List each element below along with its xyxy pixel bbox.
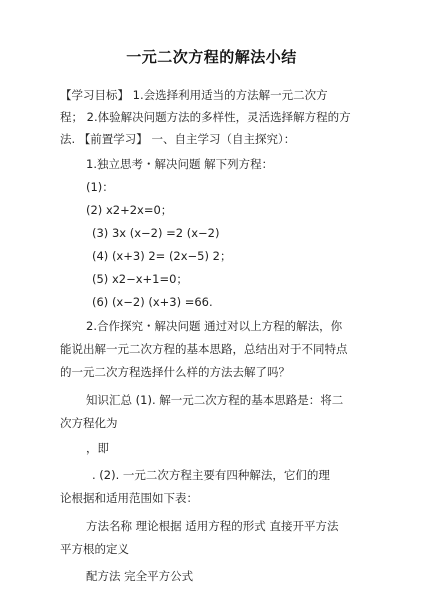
text-line: 能说出解一元二次方程的基本思路，总结出对于不同特点 [60,342,348,356]
text-line: 平方根的定义 [60,542,129,556]
page-title: 一元二次方程的解法小结 [126,48,297,66]
text-line: 程； 2.体验解决问题方法的多样性，灵活选择解方程的方 [60,110,351,124]
text-line: . (2). 一元二次方程主要有四种解法，它们的理 [92,468,330,482]
text-line-task-1: 1.独立思考・解决问题 解下列方程： [86,157,274,171]
equation-2: (2) x2+2x=0； [86,203,173,217]
equation-5: (5) x2−x+1=0； [92,272,188,286]
text-line-table-header: 方法名称 理论根据 适用方程的形式 直接开平方法 [86,519,339,533]
text-line: 的一元二次方程选择什么样的方法去解了吗？ [60,365,290,379]
text-line: 配方法 完全平方公式 [86,569,194,583]
text-line-task-2: 2.合作探究・解决问题 通过对以上方程的解法，你 [86,319,343,333]
text-line: 次方程化为 [60,416,118,430]
text-line-preview: 法. 【前置学习】 一、自主学习（自主探究）： [60,132,296,146]
equation-1: (1)： [86,180,114,194]
equation-3: (3) 3x (x−2) =2 (x−2) [92,226,220,240]
text-line-summary: 知识汇总 (1). 解一元二次方程的基本思路是：将二 [86,393,344,407]
text-line: 论根据和适用范围如下表： [60,491,198,505]
text-line-objectives: 【学习目标】 1.会选择利用适当的方法解一元二次方 [60,88,328,102]
text-line: ，即 [86,441,109,455]
equation-4: (4) (x+3) 2= (2x−5) 2； [92,249,232,263]
equation-6: (6) (x−2) (x+3) =66. [92,295,213,309]
